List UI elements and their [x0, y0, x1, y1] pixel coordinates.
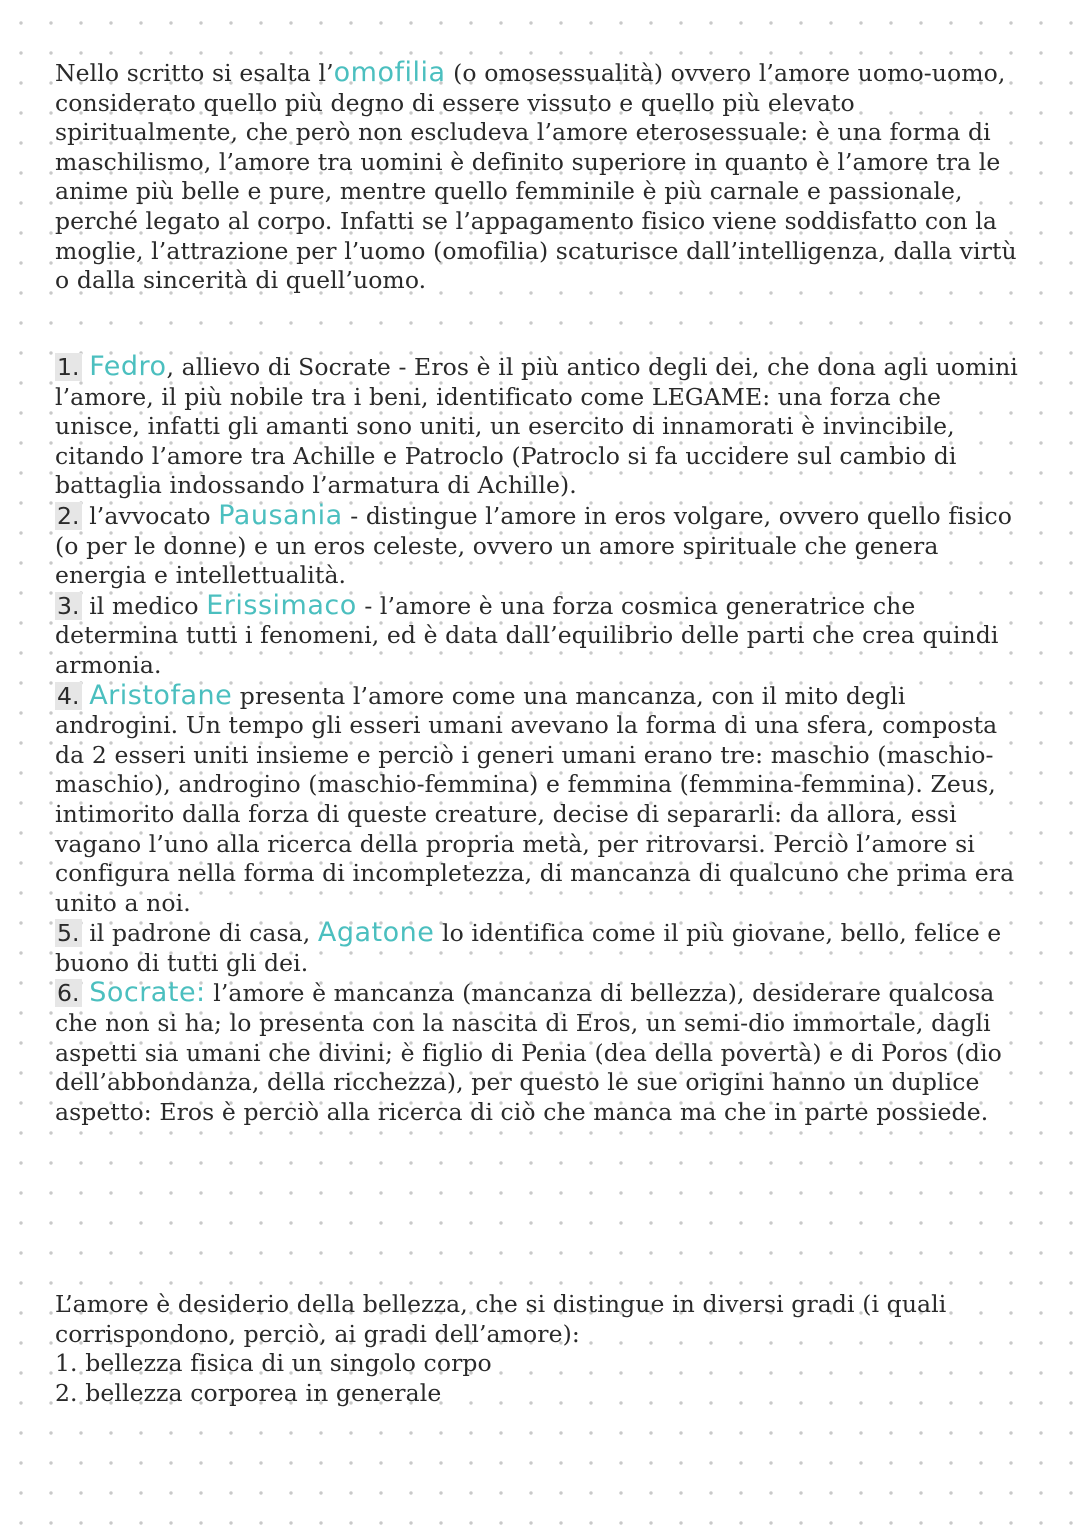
speaker-name-socrate: Socrate: [89, 977, 206, 1009]
speaker-item-pausania [55, 501, 1030, 591]
speakers-list [55, 352, 1030, 1127]
closing-text: L’amore è desiderio della bellezza, che si distingue in diversi gradi (i quali corrispondono, perciò, ai gradi dell’amore): [55, 1290, 947, 1348]
speaker-text: l’amore è mancanza (mancanza di bellezza), desiderare qualcosa che non si ha; lo presenta con la nascita di Eros, un semi-dio immortale, dagli aspetti sia umani che divini; è figlio di Penia (dea della povertà) e di Poros (dio dell’abbondanza, della ricchezza), per questo le sue origini hanno un duplice aspetto: Eros è perciò alla ricerca di ciò che manca ma che in parte possiede. [55, 979, 1002, 1126]
speaker-item-erissimaco [55, 591, 1030, 681]
beauty-grade-item: 2. bellezza corporea in generale [55, 1378, 442, 1407]
speaker-prefix: l’avvocato [81, 501, 219, 530]
closing-paragraph [55, 1290, 1030, 1408]
intro-text-before: Nello scritto si esalta l’ [55, 59, 334, 87]
speaker-text: presenta l’amore come una mancanza, con il mito degli androgini. Un tempo gli esseri umani avevano la forma di una sfera, composta da 2 esseri uniti insieme e perciò i generi umani erano tre: maschio (maschio-maschio), androgino (maschio-femmina) e femmina (femmina-femmina). Zeus, intimorito dalla forza di queste creature, decise di separarli: da allora, essi vagano l’uno alla ricerca della propria metà, per ritrovarsi. Perciò l’amore si configura nella forma di incompletezza, di mancanza di qualcuno che prima era unito a noi. [55, 681, 1015, 917]
speaker-name-aristofane: Aristofane [89, 679, 233, 711]
speaker-item-aristofane [55, 681, 1030, 919]
speaker-text: , allievo di Socrate - Eros è il più antico degli dei, che dona agli uomini l’amore, il più nobile tra i beni, identificato come LEGAME: una forza che unisce, infatti gli amanti sono uniti, un esercito di innamorati è invincibile, citando l’amore tra Achille e Patroclo (Patroclo si fa uccidere sul cambio di battaglia indossando l’armatura di Achille). [55, 353, 1018, 500]
speaker-name-fedro: Fedro [89, 351, 167, 382]
item-number: 1. [57, 353, 80, 381]
intro-text-after: (o omosessualità) ovvero l’amore uomo-uomo, considerato quello più degno di essere vissuto e quello più elevato spiritualmente, che però non escludeva l’amore eterosessuale: è una forma di maschilismo, l’amore tra uomini è definito superiore in quanto è l’amore tra le anime più belle e pure, mentre quello femminile è più carnale e passionale, perché legato al corpo. Infatti se l’appagamento fisico viene soddisfatto con la moglie, l’attrazione per l’uomo (omofilia) scaturisce dall’intelligenza, dalla virtù o dalla sincerità di quell’uomo. [55, 59, 1017, 295]
term-omofilia: omofilia [333, 57, 446, 88]
speaker-text: - distingue l’amore in eros volgare, ovvero quello fisico (o per le donne) e un eros celeste, ovvero un amore spirituale che genera energia e intellettualità. [55, 501, 1013, 590]
item-number: 2. [57, 501, 80, 530]
beauty-grade-item: 1. bellezza fisica di un singolo corpo [55, 1349, 492, 1378]
speaker-name-pausania: Pausania [218, 499, 343, 531]
speaker-item-socrate [55, 978, 1030, 1127]
speaker-text: lo identifica come il più giovane, bello, felice e buono di tutti gli dei. [55, 919, 1002, 977]
intro-paragraph [55, 58, 1030, 296]
item-number: 4. [57, 681, 80, 710]
speaker-name-agatone: Agatone [317, 917, 435, 949]
item-number: 5. [57, 919, 80, 948]
speaker-item-fedro [55, 352, 1030, 501]
item-number: 6. [57, 979, 80, 1008]
speaker-prefix: il padrone di casa, [81, 919, 318, 948]
item-number: 3. [57, 591, 80, 620]
speaker-name-erissimaco: Erissimaco [206, 589, 357, 621]
speaker-text: - l’amore è una forza cosmica generatrice che determina tutti i fenomeni, ed è data dall’equilibrio delle parti che crea quindi armonia. [55, 591, 999, 679]
speaker-item-agatone [55, 918, 1030, 978]
speaker-prefix: il medico [81, 591, 207, 620]
